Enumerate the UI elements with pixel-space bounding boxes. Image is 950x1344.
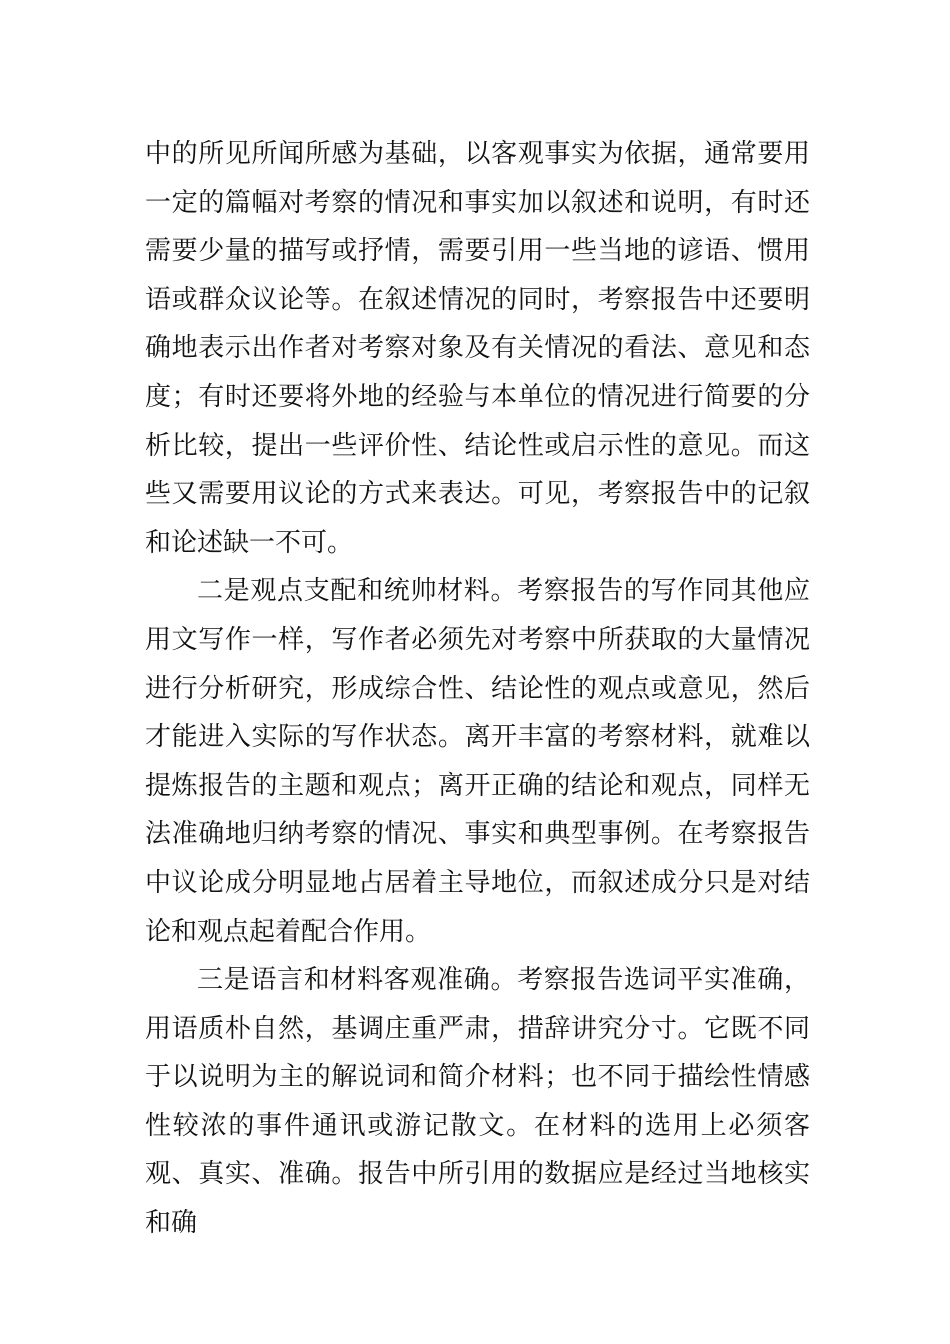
paragraph-continuation: 中的所见所闻所感为基础，以客观事实为依据，通常要用一定的篇幅对考察的情况和事实加以叙述和说明，有时还需要少量的描写或抒情，需要引用一些当地的谚语、惯用语或群众议论等。在叙述情况的同时，考察报告中还要明确地表示出作者对考察对象及有关情况的看法、意见和态度；有时还要将外地的经验与本单位的情况进行简要的分析比较，提出一些评价性、结论性或启示性的意见。而这些又需要用议论的方式来表达。可见，考察报告中的记叙和论述缺一不可。 — [145, 139, 810, 558]
paragraph-point-two: 二是观点支配和统帅材料。考察报告的写作同其他应用文写作一样，写作者必须先对考察中所获取的大量情况进行分析研究，形成综合性、结论性的观点或意见，然后才能进入实际的写作状态。离开丰富的考察材料，就难以提炼报告的主题和观点；离开正确的结论和观点，同样无法准确地归纳考察的情况、事实和典型事例。在考察报告中议论成分明显地占居着主导地位，而叙述成分只是对结论和观点起着配合作用。 — [145, 576, 810, 947]
paragraph-point-three: 三是语言和材料客观准确。考察报告选词平实准确，用语质朴自然，基调庄重严肃，措辞讲究分寸。它既不同于以说明为主的解说词和简介材料；也不同于描绘性情感性较浓的事件通讯或游记散文。在材料的选用上必须客观、真实、准确。报告中所引用的数据应是经过当地核实和确 — [145, 965, 810, 1239]
body-text — [145, 130, 810, 1248]
